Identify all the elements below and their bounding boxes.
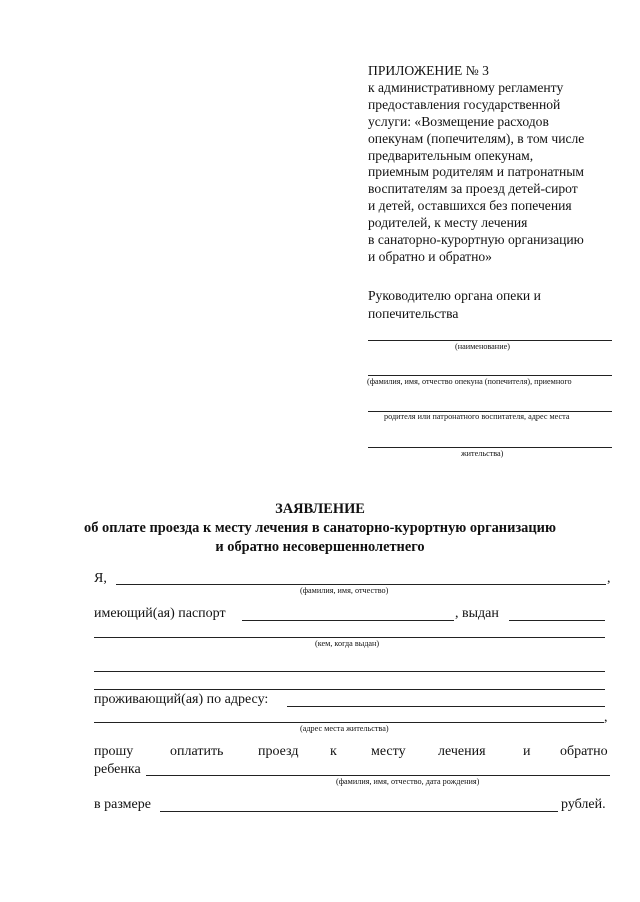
request-word: месту	[371, 744, 406, 759]
comma-2: ,	[604, 710, 608, 725]
label-rubles: рублей.	[561, 797, 606, 812]
applicant-info-field-1[interactable]	[368, 375, 612, 376]
child-field[interactable]	[146, 775, 610, 776]
label-ya: Я,	[94, 571, 107, 586]
address-field-2[interactable]	[94, 722, 604, 723]
label-child: ребенка	[94, 762, 141, 777]
addressee	[368, 287, 541, 323]
label-address: проживающий(ая) по адресу:	[94, 692, 269, 707]
appendix-line: воспитателям за проезд детей-сирот	[368, 181, 578, 197]
address-field[interactable]	[287, 706, 605, 707]
appendix-line: предварительным опекунам,	[368, 147, 534, 163]
appendix-header	[368, 63, 618, 266]
hint-applicant-info-3: жительства)	[461, 449, 504, 458]
appendix-line: и обратно и обратно»	[368, 248, 492, 264]
appendix-line: услуги: «Возмещение расходов	[368, 113, 549, 129]
appendix-line: приемным родителям и патронатным	[368, 164, 585, 180]
label-passport: имеющий(ая) паспорт	[94, 606, 226, 621]
issued-field[interactable]	[509, 620, 605, 621]
appendix-line: в санаторно-курортную организацию	[368, 232, 584, 248]
hint-address: (адрес места жительства)	[300, 724, 389, 733]
request-word: лечения	[438, 744, 486, 759]
hint-applicant-info-1: (фамилия, имя, отчество опекуна (попечителя), приемного	[367, 377, 572, 386]
comma: ,	[607, 571, 611, 586]
hint-applicant-info-2: родителя или патронатного воспитателя, адрес места	[384, 412, 570, 421]
request-word: оплатить	[170, 744, 224, 759]
appendix-line: предоставления государственной	[368, 96, 561, 112]
appendix-line: ПРИЛОЖЕНИЕ № 3	[368, 63, 489, 78]
hint-fio: (фамилия, имя, отчество)	[300, 586, 389, 595]
document-subtitle-1: об оплате проезда к месту лечения в санаторно-курортную организацию	[84, 520, 556, 536]
hint-child: (фамилия, имя, отчество, дата рождения)	[336, 777, 480, 786]
document-title: ЗАЯВЛЕНИЕ	[275, 501, 365, 517]
hint-authority-name: (наименование)	[455, 342, 510, 351]
extra-line-1[interactable]	[94, 671, 605, 672]
passport-field[interactable]	[242, 620, 454, 621]
label-amount: в размере	[94, 797, 151, 812]
hint-issued: (кем, когда выдан)	[315, 639, 380, 648]
addressee-line: Руководителю органа опеки и	[368, 288, 541, 303]
addressee-line: попечительства	[368, 306, 459, 321]
label-issued: , выдан	[455, 606, 499, 621]
appendix-line: родителей, к месту лечения	[368, 215, 528, 231]
request-word: проезд	[258, 744, 299, 759]
issued-by-field[interactable]	[94, 637, 605, 638]
document-subtitle-2: и обратно несовершеннолетнего	[215, 539, 425, 555]
appendix-line: и детей, оставшихся без попечения	[368, 198, 572, 214]
request-word: и	[523, 744, 531, 759]
request-word: обратно	[560, 744, 608, 759]
request-word: к	[330, 744, 337, 759]
appendix-line: опекунам (попечителям), в том числе	[368, 130, 585, 146]
authority-name-field[interactable]	[368, 340, 612, 341]
amount-field[interactable]	[160, 811, 558, 812]
request-word: прошу	[94, 744, 134, 759]
extra-line-2[interactable]	[94, 689, 605, 690]
appendix-line: к административному регламенту	[368, 79, 564, 95]
applicant-info-field-3[interactable]	[368, 447, 612, 448]
fio-field[interactable]	[116, 584, 606, 585]
